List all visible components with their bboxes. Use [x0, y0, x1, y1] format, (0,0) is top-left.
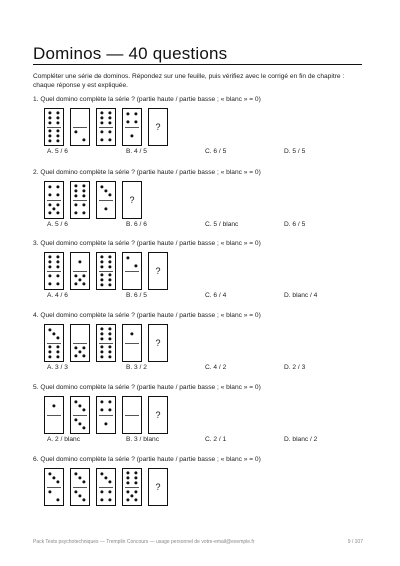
answer-option: B. 3 / blanc [126, 436, 159, 443]
domino-tile [122, 252, 142, 290]
answer-options [47, 148, 363, 158]
domino-pip [56, 129, 59, 132]
domino-pip [104, 422, 107, 425]
domino-pip [82, 354, 85, 357]
domino-pip [56, 203, 59, 206]
domino-bottom-half [97, 127, 115, 145]
domino-pip [108, 400, 111, 403]
answer-option: D. blanc / 4 [284, 292, 318, 299]
domino-pip [78, 494, 81, 497]
domino-tile [70, 324, 90, 362]
domino-pip [134, 481, 137, 484]
domino-bottom-half [71, 487, 89, 505]
domino-pip [74, 490, 77, 493]
domino-top-half [71, 325, 89, 343]
domino-top-half [123, 253, 141, 271]
domino-top-half [45, 253, 63, 271]
answer-option: A. 5 / 6 [47, 221, 68, 228]
domino-top-half [45, 469, 63, 487]
domino-pip [108, 490, 111, 493]
domino-pip [104, 476, 107, 479]
domino-pip [48, 121, 51, 124]
domino-pip [82, 498, 85, 501]
domino-pip [108, 255, 111, 258]
question-3 [33, 240, 363, 302]
domino-tile [122, 108, 142, 146]
domino-pip [78, 278, 81, 281]
domino-pip [48, 134, 51, 137]
domino-pip [108, 111, 111, 114]
domino-series [44, 468, 363, 508]
domino-pip [100, 273, 103, 276]
domino-pip [52, 207, 55, 210]
domino-pip [78, 422, 81, 425]
question-mark: ? [155, 410, 161, 420]
domino-pip [108, 130, 111, 133]
domino-pip [82, 346, 85, 349]
answer-option: A. 5 / 6 [47, 148, 68, 155]
question-text: 6. Quel domino complète la série ? (partie haute / partie basse ; « blanc » = 0) [33, 456, 261, 463]
domino-pip [48, 116, 51, 119]
page-footer [33, 539, 363, 545]
domino-pip [56, 193, 59, 196]
domino-bottom-half [45, 127, 63, 145]
domino-pip [48, 282, 51, 285]
domino-pip [100, 255, 103, 258]
answer-option: C. 6 / 5 [205, 148, 227, 155]
domino-bottom-half [97, 415, 115, 433]
unknown-domino-tile [148, 108, 168, 146]
question-text: 1. Quel domino complète la série ? (partie haute / partie basse ; « blanc » = 0) [33, 96, 261, 103]
domino-tile [44, 181, 64, 219]
domino-bottom-half [97, 343, 115, 361]
domino-tile [70, 108, 90, 146]
domino-pip [56, 282, 59, 285]
domino-pip [56, 260, 59, 263]
domino-pip [108, 265, 111, 268]
domino-pip [100, 265, 103, 268]
domino-pip [130, 134, 133, 137]
domino-tile [96, 181, 116, 219]
domino-pip [82, 203, 85, 206]
domino-pip [78, 350, 81, 353]
domino-bottom-half [97, 271, 115, 289]
domino-pip [56, 480, 59, 483]
domino-pip [134, 112, 137, 115]
domino-top-half [71, 253, 89, 271]
domino-top-half [97, 109, 115, 127]
unknown-domino-tile [148, 252, 168, 290]
question-mark: ? [155, 122, 161, 132]
answer-option: C. 6 / 4 [205, 292, 227, 299]
answer-options [47, 364, 363, 374]
domino-pip [108, 498, 111, 501]
domino-pip [108, 480, 111, 483]
domino-pip [74, 211, 77, 214]
domino-pip [48, 255, 51, 258]
answer-option: B. 3 / 2 [126, 364, 147, 371]
domino-pip [56, 255, 59, 258]
domino-pip [108, 116, 111, 119]
domino-pip [48, 260, 51, 263]
domino-pip [108, 355, 111, 358]
domino-pip [74, 400, 77, 403]
domino-pip [74, 194, 77, 197]
domino-bottom-half [123, 343, 141, 361]
domino-pip [48, 185, 51, 188]
domino-pip [82, 184, 85, 187]
page-number: 9 / 107 [347, 539, 363, 545]
question-text: 2. Quel domino complète la série ? (partie haute / partie basse ; « blanc » = 0) [33, 169, 261, 176]
question-2 [33, 169, 363, 231]
domino-pip [100, 400, 103, 403]
domino-bottom-half [123, 271, 141, 289]
domino-bottom-half [71, 127, 89, 145]
domino-top-half [71, 182, 89, 200]
domino-pip [48, 328, 51, 331]
domino-pip [134, 476, 137, 479]
answer-option: B. 4 / 5 [126, 148, 147, 155]
domino-pip [126, 498, 129, 501]
domino-pip [100, 337, 103, 340]
domino-pip [82, 194, 85, 197]
answer-options [47, 221, 363, 231]
question-mark: ? [129, 195, 135, 205]
domino-pip [48, 139, 51, 142]
domino-tile [122, 324, 142, 362]
domino-pip [100, 355, 103, 358]
domino-top-half [123, 397, 141, 415]
unknown-domino-tile [148, 396, 168, 434]
answer-options [47, 292, 363, 302]
domino-pip [104, 207, 107, 210]
domino-tile [44, 468, 64, 506]
domino-bottom-half [123, 127, 141, 145]
domino-pip [100, 408, 103, 411]
domino-top-half [45, 182, 63, 200]
domino-pip [82, 426, 85, 429]
domino-pip [78, 476, 81, 479]
domino-pip [48, 111, 51, 114]
domino-series [44, 324, 363, 364]
domino-pip [48, 350, 51, 353]
question-mark: ? [155, 338, 161, 348]
answer-option: D. 6 / 5 [284, 221, 306, 228]
domino-pip [108, 260, 111, 263]
domino-pip [56, 345, 59, 348]
domino-pip [56, 355, 59, 358]
domino-pip [108, 337, 111, 340]
answer-option: C. 5 / blanc [205, 221, 239, 228]
domino-tile [122, 396, 142, 434]
domino-bottom-half [97, 487, 115, 505]
domino-pip [82, 189, 85, 192]
domino-pip [108, 273, 111, 276]
domino-pip [48, 490, 51, 493]
domino-pip [108, 138, 111, 141]
domino-pip [108, 283, 111, 286]
domino-top-half [97, 469, 115, 487]
domino-top-half [123, 325, 141, 343]
answer-option: A. 3 / 3 [47, 364, 68, 371]
domino-pip [48, 193, 51, 196]
domino-pip [100, 498, 103, 501]
domino-series [44, 396, 363, 436]
domino-pip [56, 274, 59, 277]
domino-tile [44, 396, 64, 434]
intro-text: Compléter une série de dominos. Répondez sur une feuille, puis vérifiez avec le corrigé en fin de chapitre : chaque réponse y est expliquée. [33, 73, 345, 89]
domino-pip [134, 471, 137, 474]
answer-option: A. 4 / 6 [47, 292, 68, 299]
domino-pip [82, 408, 85, 411]
domino-bottom-half [45, 343, 63, 361]
page-title: Dominos — 40 questions [33, 44, 228, 63]
answer-option: C. 4 / 2 [205, 364, 227, 371]
domino-pip [82, 274, 85, 277]
question-text: 3. Quel domino complète la série ? (partie haute / partie basse ; « blanc » = 0) [33, 240, 261, 247]
answer-option: B. 6 / 6 [126, 221, 147, 228]
domino-pip [48, 345, 51, 348]
domino-pip [56, 116, 59, 119]
domino-pip [78, 404, 81, 407]
domino-pip [126, 476, 129, 479]
domino-top-half [45, 325, 63, 343]
domino-pip [74, 472, 77, 475]
domino-pip [100, 350, 103, 353]
domino-pip [48, 472, 51, 475]
domino-pip [108, 332, 111, 335]
domino-pip [126, 112, 129, 115]
domino-pip [104, 189, 107, 192]
domino-bottom-half [71, 343, 89, 361]
domino-pip [134, 264, 137, 267]
domino-tile [96, 396, 116, 434]
footer-left: Pack Tests psychotechniques — Tremplin Concours — usage personnel de votre-email@exemple.fr [33, 539, 255, 545]
domino-pip [74, 354, 77, 357]
domino-pip [100, 327, 103, 330]
question-text: 4. Quel domino complète la série ? (partie haute / partie basse ; « blanc » = 0) [33, 312, 261, 319]
domino-bottom-half [71, 415, 89, 433]
domino-pip [78, 260, 81, 263]
domino-pip [100, 283, 103, 286]
domino-pip [52, 332, 55, 335]
question-6 [33, 456, 363, 508]
domino-pip [52, 404, 55, 407]
domino-pip [48, 129, 51, 132]
domino-pip [74, 418, 77, 421]
domino-pip [48, 211, 51, 214]
domino-pip [100, 111, 103, 114]
domino-bottom-half [45, 200, 63, 218]
domino-pip [52, 476, 55, 479]
domino-pip [100, 490, 103, 493]
answer-option: D. 2 / 3 [284, 364, 306, 371]
domino-pip [56, 336, 59, 339]
domino-top-half [71, 469, 89, 487]
domino-pip [100, 260, 103, 263]
answer-options [47, 436, 363, 446]
domino-tile [96, 468, 116, 506]
domino-pip [82, 282, 85, 285]
domino-pip [108, 121, 111, 124]
domino-pip [100, 116, 103, 119]
domino-pip [108, 278, 111, 281]
domino-top-half [97, 397, 115, 415]
domino-pip [56, 111, 59, 114]
domino-top-half [97, 182, 115, 200]
domino-pip [82, 480, 85, 483]
domino-pip [56, 139, 59, 142]
domino-pip [56, 350, 59, 353]
domino-pip [126, 120, 129, 123]
domino-series [44, 108, 363, 148]
domino-pip [100, 121, 103, 124]
domino-pip [126, 256, 129, 259]
domino-pip [108, 350, 111, 353]
domino-pip [126, 481, 129, 484]
domino-pip [108, 327, 111, 330]
question-text: 5. Quel domino complète la série ? (partie haute / partie basse ; « blanc » = 0) [33, 384, 261, 391]
domino-top-half [123, 469, 141, 487]
answer-option: D. 5 / 5 [284, 148, 306, 155]
domino-pip [134, 490, 137, 493]
domino-tile [70, 252, 90, 290]
domino-pip [126, 490, 129, 493]
domino-bottom-half [45, 487, 63, 505]
question-4 [33, 312, 363, 374]
unknown-domino-tile [122, 181, 142, 219]
domino-pip [56, 185, 59, 188]
domino-top-half [97, 253, 115, 271]
question-5 [33, 384, 363, 446]
domino-pip [74, 282, 77, 285]
domino-pip [130, 332, 133, 335]
domino-tile [122, 468, 142, 506]
domino-pip [74, 346, 77, 349]
question-mark: ? [155, 266, 161, 276]
answer-option: C. 2 / 1 [205, 436, 227, 443]
domino-pip [130, 494, 133, 497]
answer-option: B. 6 / 5 [126, 292, 147, 299]
domino-tile [70, 181, 90, 219]
answer-option: D. blanc / 2 [284, 436, 318, 443]
domino-pip [74, 184, 77, 187]
domino-tile [44, 324, 64, 362]
domino-tile [70, 396, 90, 434]
domino-top-half [45, 109, 63, 127]
domino-pip [100, 130, 103, 133]
domino-pip [134, 120, 137, 123]
domino-pip [56, 498, 59, 501]
domino-pip [74, 189, 77, 192]
domino-pip [100, 332, 103, 335]
domino-series [44, 252, 363, 292]
answer-option: A. 2 / blanc [47, 436, 80, 443]
domino-pip [100, 185, 103, 188]
domino-top-half [71, 109, 89, 127]
domino-pip [100, 138, 103, 141]
question-mark: ? [155, 482, 161, 492]
domino-tile [96, 324, 116, 362]
unknown-domino-tile [148, 324, 168, 362]
domino-pip [74, 274, 77, 277]
domino-bottom-half [71, 271, 89, 289]
domino-pip [48, 203, 51, 206]
domino-tile [44, 252, 64, 290]
domino-bottom-half [45, 415, 63, 433]
domino-tile [96, 252, 116, 290]
domino-pip [100, 345, 103, 348]
domino-pip [48, 355, 51, 358]
domino-pip [48, 274, 51, 277]
domino-top-half [97, 325, 115, 343]
domino-pip [100, 278, 103, 281]
title-rule [33, 64, 362, 65]
domino-tile [70, 468, 90, 506]
domino-pip [82, 211, 85, 214]
domino-bottom-half [123, 487, 141, 505]
domino-pip [48, 265, 51, 268]
domino-tile [44, 108, 64, 146]
domino-bottom-half [123, 415, 141, 433]
domino-pip [134, 498, 137, 501]
domino-pip [82, 138, 85, 141]
domino-pip [74, 130, 77, 133]
domino-pip [108, 345, 111, 348]
domino-pip [56, 265, 59, 268]
domino-pip [100, 472, 103, 475]
domino-top-half [71, 397, 89, 415]
domino-series [44, 181, 363, 221]
domino-bottom-half [97, 200, 115, 218]
domino-pip [56, 121, 59, 124]
domino-bottom-half [71, 200, 89, 218]
domino-top-half [45, 397, 63, 415]
domino-tile [96, 108, 116, 146]
domino-pip [74, 203, 77, 206]
domino-pip [108, 408, 111, 411]
domino-pip [56, 211, 59, 214]
domino-top-half [123, 109, 141, 127]
question-1 [33, 96, 363, 158]
domino-pip [108, 193, 111, 196]
domino-pip [126, 471, 129, 474]
unknown-domino-tile [148, 468, 168, 506]
domino-bottom-half [45, 271, 63, 289]
domino-pip [56, 134, 59, 137]
